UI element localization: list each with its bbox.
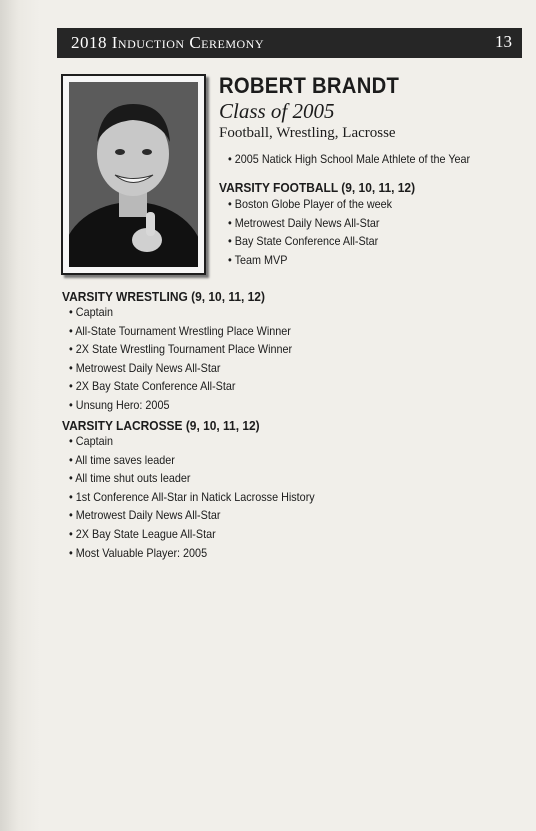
list-item: • 1st Conference All-Star in Natick Lacrosse History <box>69 488 315 507</box>
portrait-illustration <box>69 82 198 267</box>
list-item: • Metrowest Daily News All-Star <box>228 214 392 233</box>
class-year: Class of 2005 <box>219 99 335 123</box>
list-item: • Metrowest Daily News All-Star <box>69 359 292 378</box>
wrestling-list <box>69 303 317 415</box>
lacrosse-list <box>69 432 342 562</box>
portrait-photo <box>69 82 198 267</box>
list-item: • Captain <box>69 303 292 322</box>
portrait-frame <box>61 74 206 275</box>
list-item: • 2X State Wrestling Tournament Place Winner <box>69 340 292 359</box>
list-item: • Team MVP <box>228 251 392 270</box>
list-item: • Captain <box>69 432 315 451</box>
list-item: • 2X Bay State Conference All-Star <box>69 377 292 396</box>
inductee-name: ROBERT BRANDT <box>219 73 400 98</box>
list-item: • Boston Globe Player of the week <box>228 195 392 214</box>
section-title-lacrosse: VARSITY LACROSSE (9, 10, 11, 12) <box>62 418 260 433</box>
page-number: 13 <box>495 32 512 51</box>
list-item: • All-State Tournament Wrestling Place Winner <box>69 322 292 341</box>
page-binding-edge <box>0 0 40 831</box>
section-title-football: VARSITY FOOTBALL (9, 10, 11, 12) <box>219 180 416 195</box>
list-item: • All time saves leader <box>69 451 315 470</box>
section-title-wrestling: VARSITY WRESTLING (9, 10, 11, 12) <box>62 289 265 304</box>
list-item: • Most Valuable Player: 2005 <box>69 544 315 563</box>
highlights-list <box>228 150 497 169</box>
list-item: • Bay State Conference All-Star <box>228 232 392 251</box>
sports-list: Football, Wrestling, Lacrosse <box>219 125 396 141</box>
list-item: • All time shut outs leader <box>69 469 315 488</box>
header-title: 2018 Induction Ceremony <box>71 33 264 52</box>
header-bar <box>57 28 522 58</box>
list-item: • Unsung Hero: 2005 <box>69 396 292 415</box>
football-list <box>228 195 410 269</box>
list-item: • 2005 Natick High School Male Athlete of the Year <box>228 150 470 169</box>
list-item: • Metrowest Daily News All-Star <box>69 506 315 525</box>
list-item: • 2X Bay State League All-Star <box>69 525 315 544</box>
